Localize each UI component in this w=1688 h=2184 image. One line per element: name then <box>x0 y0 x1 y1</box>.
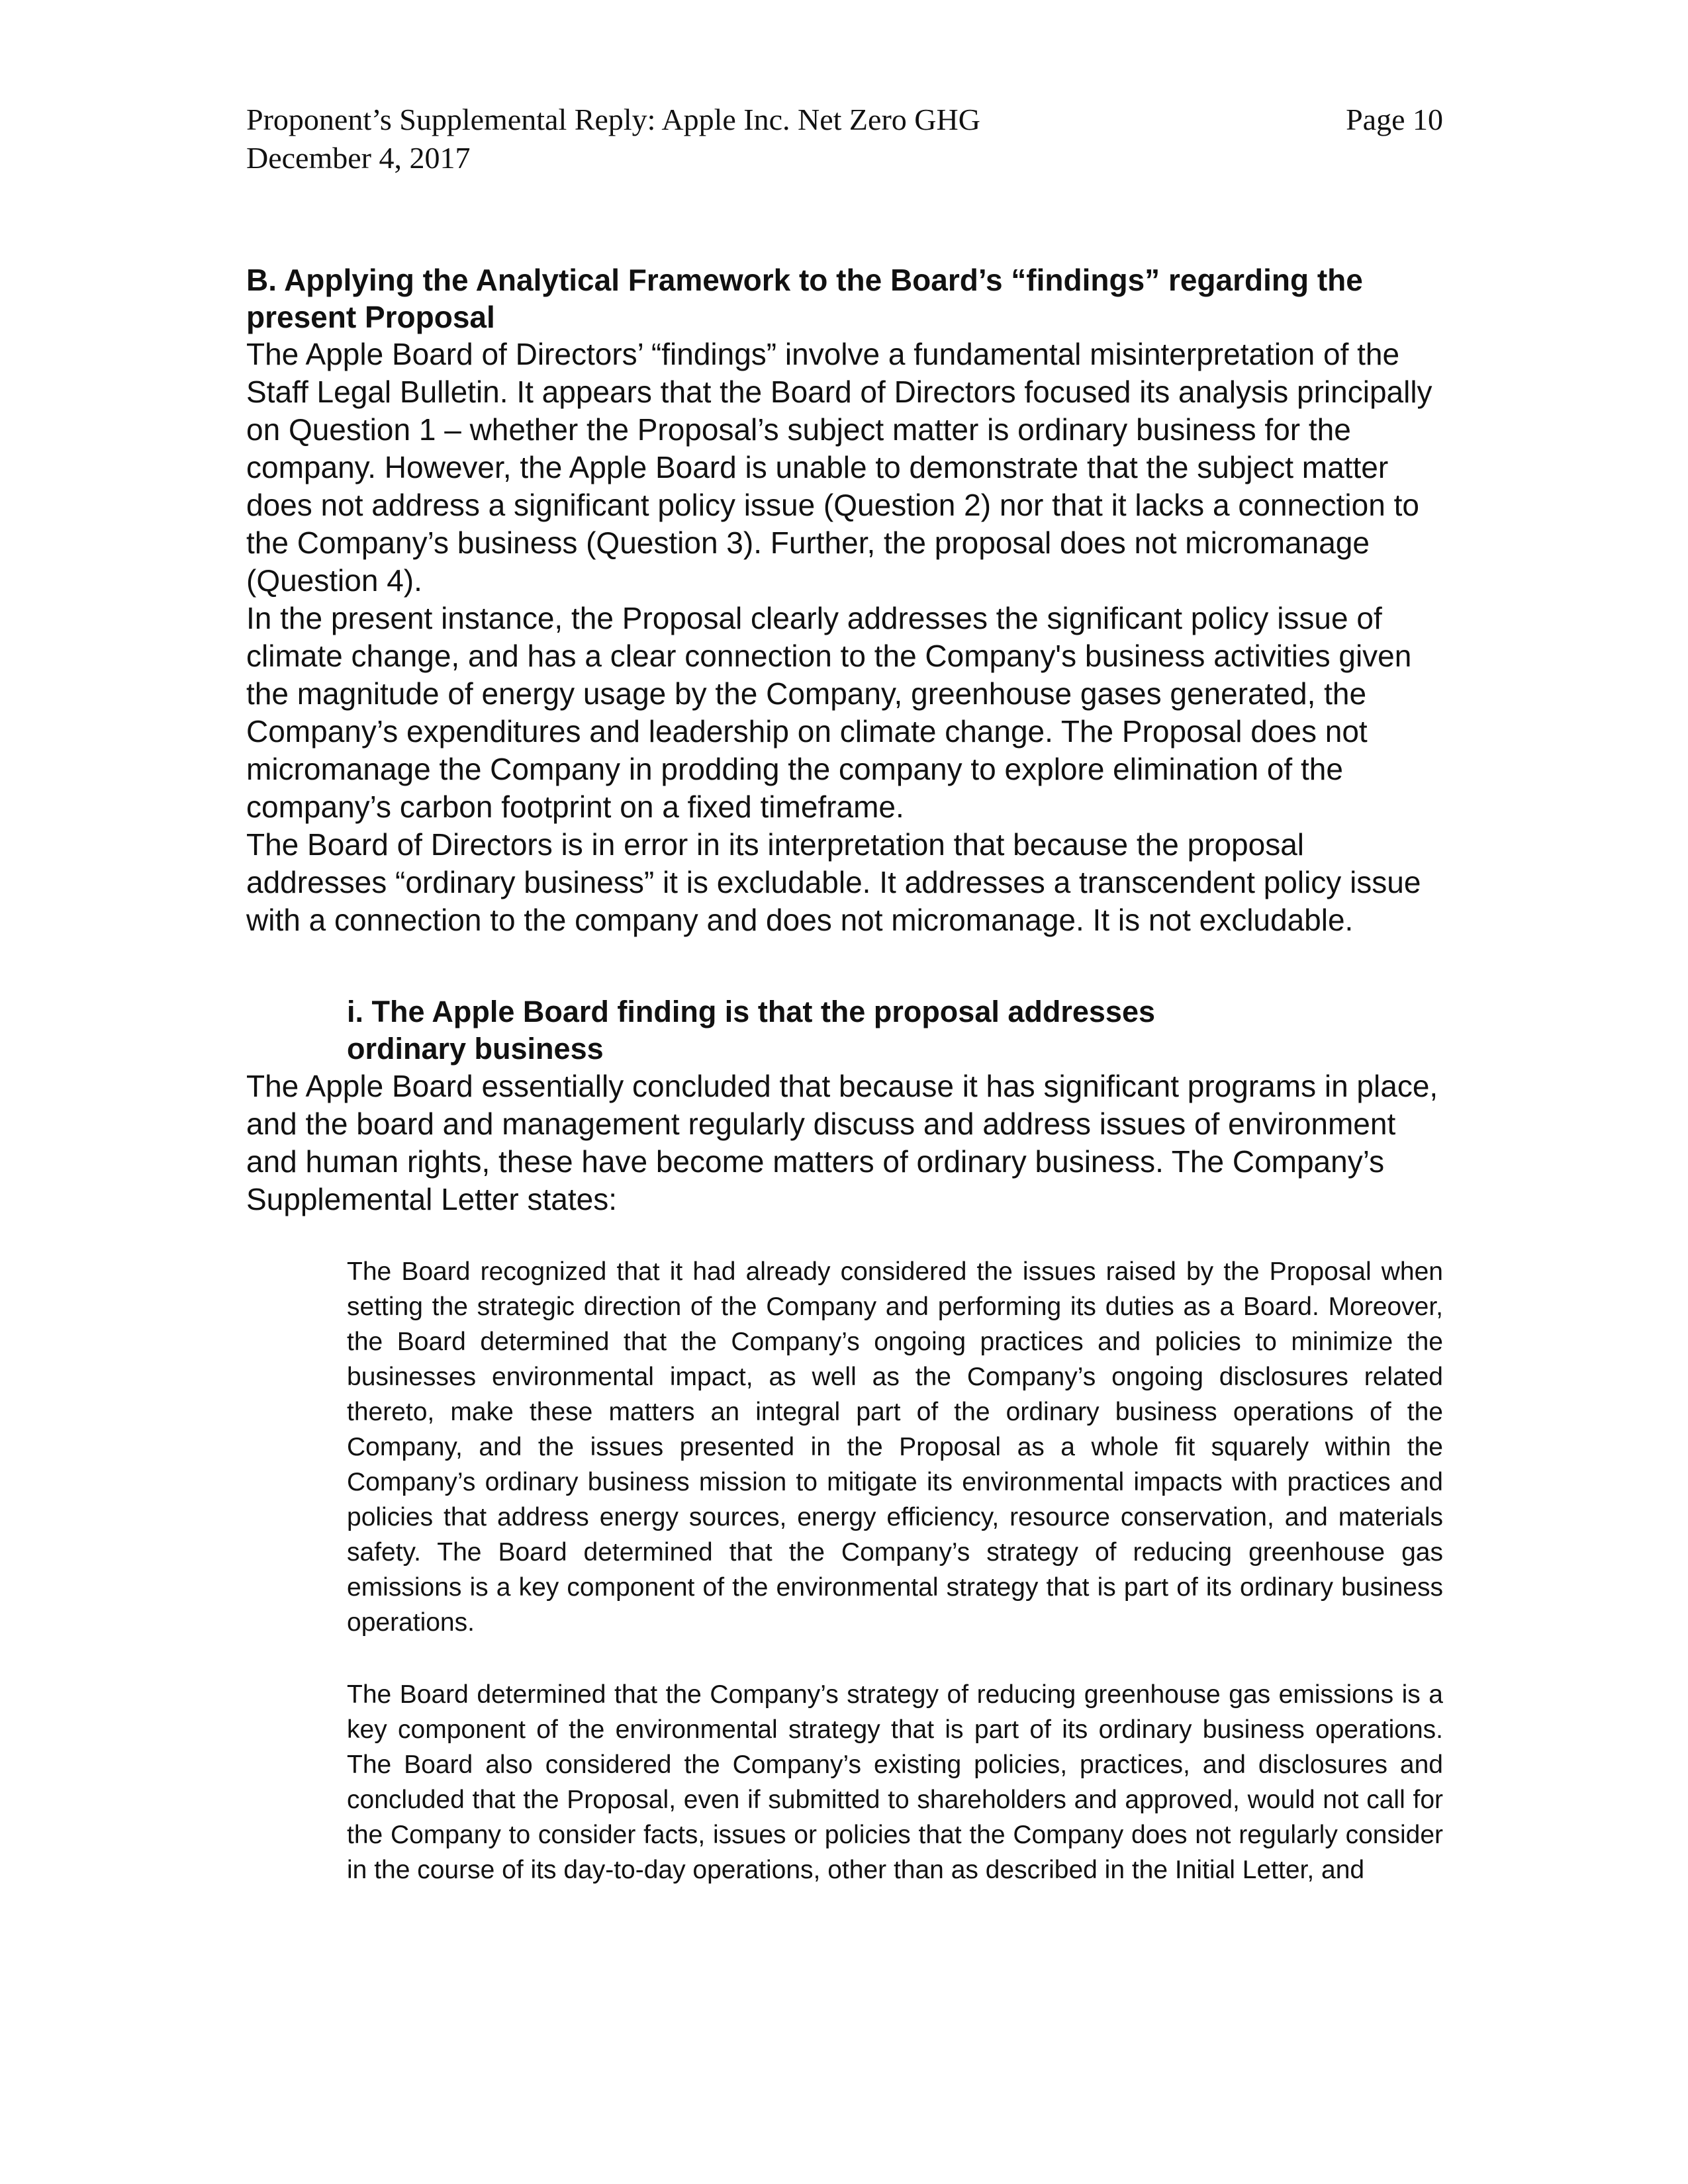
document-body <box>246 261 1443 1913</box>
section-b-paragraph-1: The Apple Board of Directors’ “findings” involve a fundamental misinterpretation of the Staff Legal Bulletin. It appears that the Board of Directors focused its analysis principally on Question 1 – whether the Proposal’s subject matter is ordinary business for the company. However, the Apple Board is unable to demonstrate that the subject matter does not address a significant policy issue (Question 2) nor that it lacks a connection to the Company’s business (Question 3). Further, the proposal does not micromanage (Question 4). <box>246 337 1432 598</box>
header-title: Proponent’s Supplemental Reply: Apple Inc. Net Zero GHG <box>246 103 980 136</box>
subsection-i-heading: i. The Apple Board finding is that the proposal addresses ordinary business <box>347 995 1155 1066</box>
section-b-paragraph-2: In the present instance, the Proposal clearly addresses the significant policy issue of climate change, and has a clear connection to the Company's business activities given the magnitude of energy usage by the Company, greenhouse gases generated, the Company’s expenditures and leadership on climate change. The Proposal does not micromanage the Company in prodding the company to explore elimination of the company’s carbon footprint on a fixed timeframe. <box>246 601 1412 824</box>
header-top-row <box>246 101 1443 139</box>
block-quote-2: The Board determined that the Company’s strategy of reducing greenhouse gas emissions is a key component of the environmental strategy that is part of its ordinary business operations. The Board also considered the Company’s existing policies, practices, and disclosures and concluded that the Proposal, even if submitted to shareholders and approved, would not call for the Company to consider facts, issues or policies that the Company does not regularly consider in the course of its day-to-day operations, other than as described in the Initial Letter, and <box>347 1680 1443 1884</box>
block-quote-1: The Board recognized that it had already considered the issues raised by the Proposal when setting the strategic direction of the Company and performing its duties as a Board. Moreover, the Board determined that the Company’s ongoing practices and policies to minimize the businesses environmental impact, as well as the Company’s ongoing disclosures related thereto, make these matters an integral part of the ordinary business operations of the Company, and the issues presented in the Proposal as a whole fit squarely within the Company’s ordinary business mission to mitigate its environmental impacts with practices and policies that address energy sources, energy efficiency, resource conservation, and materials safety. The Board determined that the Company’s strategy of reducing greenhouse gas emissions is a key component of the environmental strategy that is part of its ordinary business operations. <box>347 1257 1443 1637</box>
page-header <box>246 101 1443 177</box>
section-b-heading: B. Applying the Analytical Framework to the Board’s “findings” regarding the present Proposal <box>246 263 1363 334</box>
page-number: Page 10 <box>1346 103 1443 136</box>
header-date: December 4, 2017 <box>246 141 471 175</box>
subsection-i-intro: The Apple Board essentially concluded that because it has significant programs in place, and the board and management regularly discuss and address issues of environment and human rights, these have become matters of ordinary business. The Company’s Supplemental Letter states: <box>246 1069 1438 1216</box>
section-b-paragraph-3: The Board of Directors is in error in its interpretation that because the proposal addresses “ordinary business” it is excludable. It addresses a transcendent policy issue with a connection to the company and does not micromanage. It is not excludable. <box>246 827 1421 937</box>
